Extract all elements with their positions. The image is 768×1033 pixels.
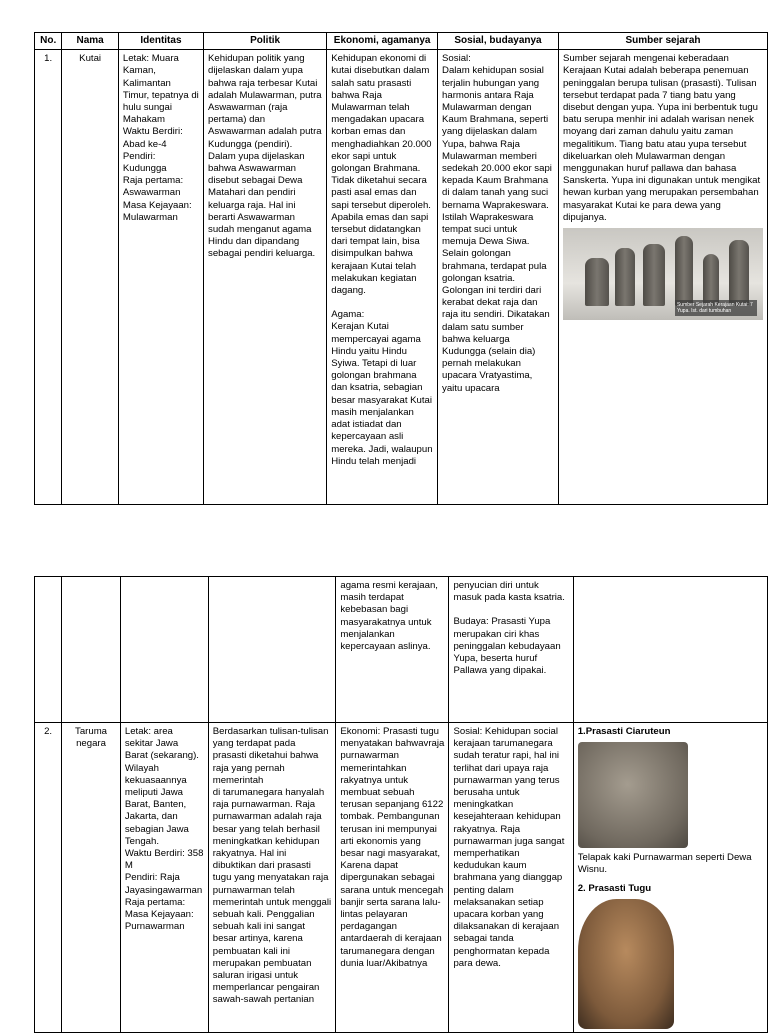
header-row <box>35 33 768 50</box>
budaya-text: Budaya: Prasasti Yupa merupakan ciri khas peninggalan kebudayaan Yupa, beserta huruf Pallawa yang dipakai. <box>453 616 561 677</box>
cell-nama: Taruma negara <box>62 723 121 1033</box>
header-sosial: Sosial, budayanya <box>438 33 559 50</box>
prasasti-ciaruteun-title: 1.Prasasti Ciaruteun <box>577 726 671 737</box>
table-row-kutai-continued <box>35 577 768 723</box>
yupa-museum-photo <box>563 228 763 320</box>
cell-sosial: Sosial: Dalam kehidupan sosial terjalin hubungan yang harmonis antara Raja Mulawarman dengan Kaum Brahmana, seperti yang dijelaskan dalam Yupa, bahwa Raja Mulawarman memberi sedekah 20.000 ekor sapi kepada Kaum Brahmana di dalam tanah yang suci bernama Waprakeswara. Istilah Waprakeswara tempat suci untuk memuja Dewa Siwa. Selain golongan brahmana, terdapat pula golongan ksatria. Golongan ini terdiri dari kerabat dekat raja dan raja itu sendiri. Dikatakan dalam satu sumber bahwa keluarga Kudungga (selain dia) pernah melakukan upacara Vratyastima, yaitu upacara <box>438 50 559 505</box>
header-ekonomi: Ekonomi, agamanya <box>327 33 438 50</box>
cell-agama-cont: agama resmi kerajaan, masih terdapat kebebasan bagi masyarakatnya untuk menjalankan kepercayaan aslinya. <box>336 577 449 723</box>
header-politik: Politik <box>204 33 327 50</box>
prasasti-tugu-photo <box>578 899 674 1029</box>
prasasti-ciaruteun-photo <box>578 742 688 848</box>
cell-sumber <box>573 723 767 1033</box>
cell-ekonomi: Ekonomi: Prasasti tugu menyatakan bahwavraja purnawarman memerintahkan rakyatnya untuk membuat sebuah terusan sepanjang 6122 tombak. Pembangunan terusan ini mempunyai arti ekonomis yang besar nagi masyarakat, Karena dapat dipergunakan sebagai sarana untuk mencegah banjir serta sarana lalu-lintas pelayaran perdagangan antardaerah di kerajaan tarumanegara dengan dunia luar/Akibatnya <box>336 723 449 1033</box>
cell-sosial-cont: penyucian diri untuk masuk pada kasta ksatria. Budaya: Prasasti Yupa merupakan ciri khas peninggalan kebudayaan Yupa, beserta huruf Pallawa yang dipakai. <box>449 577 573 723</box>
header-sumber: Sumber sejarah <box>558 33 767 50</box>
agama-text: Agama: Kerajan Kutai mempercayai agama Hindu yaitu Hindu Syiwa. Tetapi di luar golongan brahmana dan ksatria, sebagian besar masyarakat Kutai masih menjalankan adat istiadat dan kepercayaan asli mereka. Jadi, walaupun Hindu telah menjadi <box>331 309 433 467</box>
cell-identitas: Letak: Muara Kaman, Kalimantan Timur, tepatnya di hulu sungai Mahakam Waktu Berdiri: Abad ke-4 Pendiri: Kudungga Raja pertama: Aswawarman Masa Kejayaan: Mulawarman <box>118 50 203 505</box>
cell-sumber: Sumber sejarah mengenai keberadaan Kerajaan Kutai adalah beberapa penemuan peninggalan berupa tulisan (prasasti). Tulisan tersebut terdapat pada 7 tiang batu yang disebut dengan yupa. Yupa ini berbentuk tugu batu serupa menhir ini adalah warisan nenek moyang dari zaman dahulu yaitu zaman megalitikum. Tiang batu atau yupa tersebut dikeluarkan oleh Mulawarman dengan menggunakan huruf pallawa dan bahasa Sanskerta. Yupa ini digunakan untuk mengikat hewan kurban yang merupakan persembahan masyarakat Kutai ke para dewa yang dipujanya. Sumber Sejarah Kerajaan Kutai: 7 Yupa. Ist. dari tumbuhan <box>558 50 767 505</box>
table-row-kutai <box>35 50 768 505</box>
cell-identitas: Letak: area sekitar Jawa Barat (sekarang). Wilayah kekuasaannya meliputi Jawa Barat, Banten, Jakarta, dan sebagian Jawa Tengah. Waktu Berdiri: 358 M Pendiri: Raja Jayasingawarman Raja pertama: Masa Kejayaan: Purnawarman <box>120 723 208 1033</box>
cell-ekonomi <box>327 50 438 505</box>
history-table-page-1 <box>34 32 768 505</box>
header-nama: Nama <box>62 33 119 50</box>
prasasti-tugu-title: 2. Prasasti Tugu <box>577 882 652 894</box>
prasasti-ciaruteun-caption: Telapak kaki Purnawarman seperti Dewa Wisnu. <box>577 852 752 876</box>
history-table-page-2 <box>34 576 768 1033</box>
table-row-tarumanegara <box>35 723 768 1033</box>
header-identitas: Identitas <box>118 33 203 50</box>
cell-politik: Kehidupan politik yang dijelaskan dalam yupa bahwa raja terbesar Kutai adalah Mulawarman, putra Aswawarman (raja pertama) dan Aswawarman adalah putra Kudungga (pendiri). Dalam yupa dijelaskan bahwa Aswawarman disebut sebagai Dewa Matahari dan pendiri keluarga raja. Hal ini berarti Aswawarman sudah menganut agama Hindu dan dipandang sebagai pendiri keluarga. <box>204 50 327 505</box>
cell-no: 1. <box>35 50 62 505</box>
cell-no: 2. <box>35 723 62 1033</box>
cell-sosial: Sosial: Kehidupan social kerajaan tarumanegara sudah teratur rapi, hal ini terlihat dari upaya raja purnawarman yang terus berusaha untuk meningkatkan kesejahteraan kehidupan rakyatnya. Raja purnawarman juga sangat memperhatikan kedudukan kaum brahmana yang dianggap penting dalam melaksanakan setiap upacara korban yang dilaksanakan di kerajaan sebagai tanda penghormatan kepada para dewa. <box>449 723 573 1033</box>
cell-nama: Kutai <box>62 50 119 505</box>
photo-caption: Sumber Sejarah Kerajaan Kutai: 7 Yupa. Ist. dari tumbuhan <box>675 300 757 316</box>
ekonomi-text: Kehidupan ekonomi di kutai disebutkan dalam salah satu prasasti bahwa Raja Mulawarman telah mengadakan upacara korban emas dan menghadiahkan 20.000 ekor sapi untuk golongan Brahmana. Tidak diketahui secara pasti asal emas dan sapi tersebut diperoleh. Apabila emas dan sapi tersebut didatangkan dari tempat lain, bisa disimpulkan bahwa kerajaan Kutai telah melakukan kegiatan dagang. <box>331 53 432 297</box>
header-no: No. <box>35 33 62 50</box>
cell-politik: Berdasarkan tulisan-tulisan yang terdapat pada prasasti diketahui bahwa raja yang pernah memerintah di tarumanegara hanyalah raja purnawarman. Raja purnawarman adalah raja besar yang telah berhasil meningkatkan kehidupan rakyatnya. Hal ini dibuktikan dari prasasti tugu yang menyatakan raja purnawarman telah memerintah untuk menggali sebuah kali. Penggalian sebuah kali ini sangat besar artinya, karena pembuatan kali ini merupakan pembuatan saluran irigasi untuk memperlancar pengairan sawah-sawah pertanian <box>208 723 336 1033</box>
